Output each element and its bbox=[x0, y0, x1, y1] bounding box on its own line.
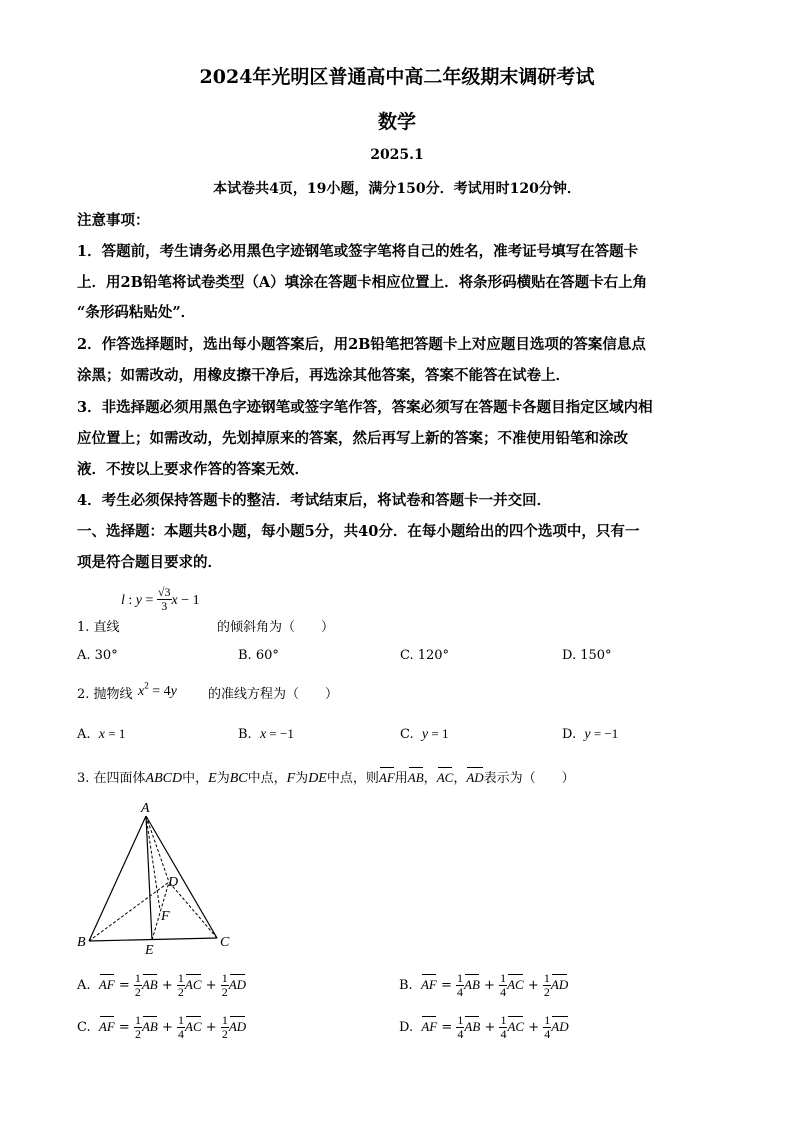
vertex-label-d: D bbox=[168, 875, 179, 890]
q2-option-a[interactable]: A. x = 1 bbox=[77, 726, 126, 742]
exam-date: 2025.1 bbox=[370, 147, 424, 163]
vertex-label-b: B bbox=[77, 935, 86, 950]
exam-info: 本试卷共4页，19小题，满分150分．考试用时120分钟． bbox=[213, 181, 581, 197]
notice-line: 4．考生必须保持答题卡的整洁．考试结束后，将试卷和答题卡一并交回． bbox=[77, 492, 552, 509]
q2-option-c[interactable]: C. y = 1 bbox=[400, 726, 449, 742]
vertex-label-c: C bbox=[220, 935, 230, 950]
q1-option-a[interactable]: A. 30° bbox=[77, 648, 118, 663]
q2-option-d[interactable]: D. y = −1 bbox=[562, 726, 619, 742]
subject-title: 数学 bbox=[377, 111, 416, 133]
q3-option-a[interactable]: A. AF = $\frac{1}{2}$ AB + $\frac{1}{2}$ AC + $\frac{1}{2}$ AD bbox=[77, 971, 247, 999]
vertex-label-a: A bbox=[141, 801, 150, 816]
notice-line: 1．答题前，考生请务必用黑色字迹钢笔或签字笔将自己的姓名，准考证号填写在答题卡 bbox=[77, 243, 639, 260]
notice-line: 3．非选择题必须用黑色字迹钢笔或签字笔作答，答案必须写在答题卡各题目指定区域内相 bbox=[77, 399, 653, 416]
notice-line: 应位置上；如需改动，先划掉原来的答案，然后再写上新的答案；不准使用铅笔和涂改 bbox=[77, 430, 628, 447]
q1-line-equation: l : y = $\frac{√3}{3}$ x − 1 bbox=[121, 585, 200, 613]
exam-title: 2024年光明区普通高中高二年级期末调研考试 bbox=[199, 66, 595, 88]
q2-suffix: 的准线方程为（ ） bbox=[208, 687, 339, 702]
q1-prefix: 1. 直线 bbox=[77, 620, 120, 635]
vertex-label-e: E bbox=[145, 943, 154, 958]
point-label-f: F bbox=[161, 909, 170, 924]
notice-line: 上．用2B铅笔将试卷类型（A）填涂在答题卡相应位置上．将条形码横贴在答题卡右上角 bbox=[77, 274, 648, 291]
notice-line: 涂黑；如需改动，用橡皮擦干净后，再选涂其他答案，答案不能答在试卷上． bbox=[77, 367, 570, 384]
q2-parabola-equation: $x^2 = 4y$ bbox=[138, 680, 177, 699]
q3-option-c[interactable]: C. AF = $\frac{1}{2}$ AB + $\frac{1}{4}$ AC + $\frac{1}{2}$ AD bbox=[77, 1013, 247, 1041]
q3-option-d[interactable]: D. AF = $\frac{1}{4}$ AB + $\frac{1}{4}$ AC + $\frac{1}{4}$ AD bbox=[399, 1013, 569, 1041]
notice-line: 液．不按以上要求作答的答案无效． bbox=[77, 461, 309, 478]
section-heading-cont: 项是符合题目要求的． bbox=[77, 554, 222, 571]
q2-option-b[interactable]: B. x = −1 bbox=[238, 726, 294, 742]
q2-prefix: 2. 抛物线 bbox=[77, 687, 133, 702]
q1-option-b[interactable]: B. 60° bbox=[238, 648, 279, 663]
notice-heading: 注意事项： bbox=[77, 212, 150, 229]
q1-suffix: 的倾斜角为（ ） bbox=[217, 620, 335, 635]
q1-option-c[interactable]: C. 120° bbox=[400, 648, 450, 663]
notice-line: 2．作答选择题时，选出每小题答案后，用2B铅笔把答题卡上对应题目选项的答案信息点 bbox=[77, 336, 646, 353]
q3-option-b[interactable]: B. AF = $\frac{1}{4}$ AB + $\frac{1}{4}$ AC + $\frac{1}{2}$ AD bbox=[399, 971, 569, 999]
q3-question: 3. 在四面体ABCD中，E为BC中点，F为DE中点，则AF用AB，AC，AD表示为（ ） bbox=[77, 770, 575, 786]
q1-option-d[interactable]: D. 150° bbox=[562, 648, 612, 663]
section-heading: 一、选择题：本题共8小题，每小题5分，共40分．在每小题给出的四个选项中，只有一 bbox=[77, 523, 640, 540]
tetrahedron-figure bbox=[72, 798, 242, 958]
notice-line: “条形码粘贴处”． bbox=[77, 304, 196, 321]
